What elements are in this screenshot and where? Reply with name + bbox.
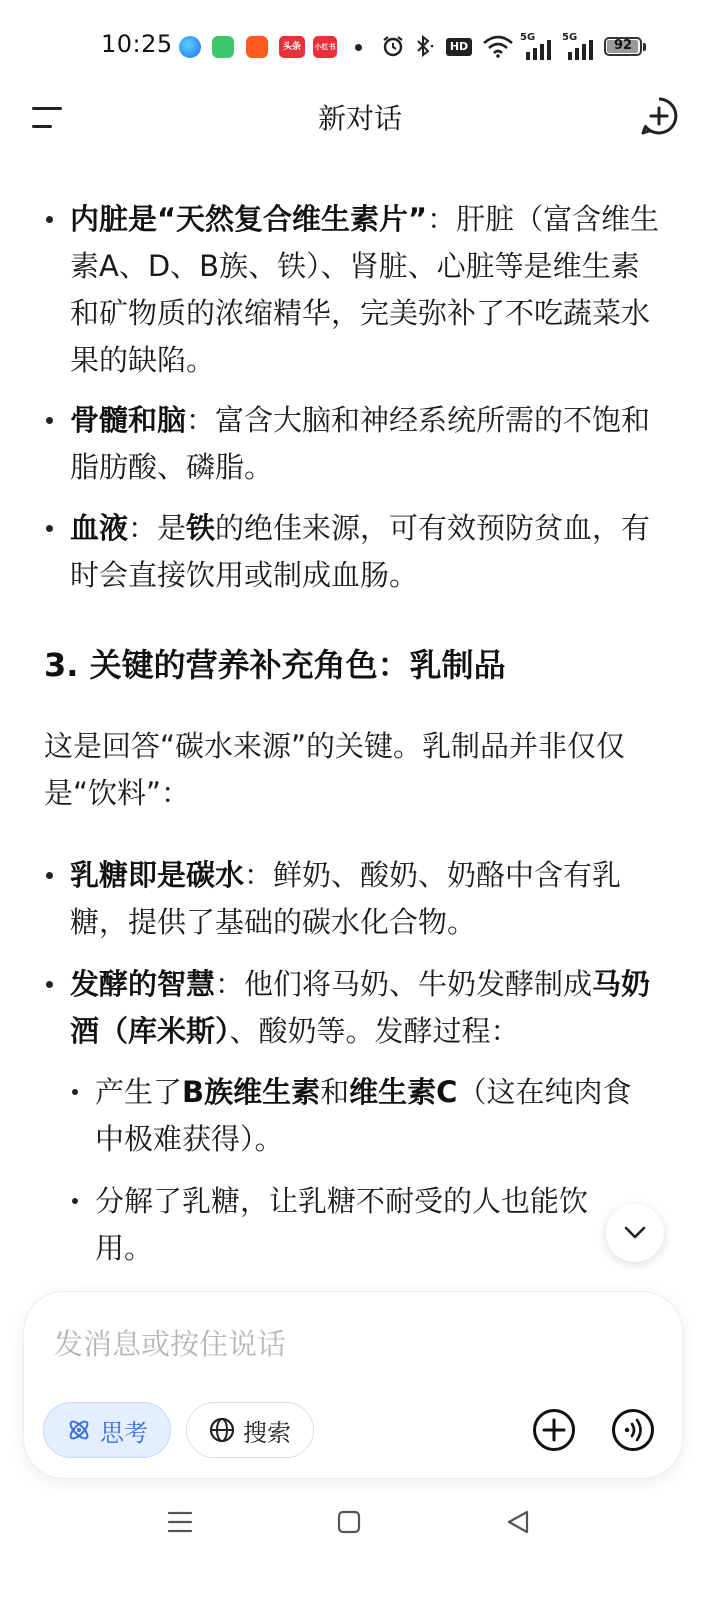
item-emphasis: 马奶酒（库米斯） xyxy=(70,967,651,1048)
list-item xyxy=(70,852,660,946)
wifi-icon xyxy=(482,34,514,58)
search-toggle[interactable] xyxy=(186,1402,314,1458)
search-label: 搜索 xyxy=(243,1418,291,1447)
item-emphasis: 铁 xyxy=(186,511,216,545)
message-app-icon xyxy=(212,36,234,58)
item-text: （这在纯肉食中极难获得）。 xyxy=(95,1075,632,1156)
top-bar xyxy=(0,88,720,148)
atom-icon xyxy=(66,1417,92,1443)
back-icon[interactable] xyxy=(504,1508,532,1536)
item-text: 产生了 xyxy=(95,1075,183,1109)
item-text: 、酸奶等。发酵过程： xyxy=(229,1014,520,1048)
item-text: ：他们将马奶、牛奶发酵制成 xyxy=(215,967,593,1001)
toutiao-app-icon: 头条 xyxy=(279,36,305,58)
item-title: 骨髓和脑 xyxy=(70,403,187,437)
bluetooth-icon xyxy=(413,34,435,58)
message-composer xyxy=(24,1292,682,1478)
battery-level: 92 xyxy=(613,38,633,53)
recent-apps-icon[interactable] xyxy=(166,1508,194,1536)
message-input[interactable]: 发消息或按住说话 xyxy=(54,1327,287,1361)
signal-bars-icon xyxy=(526,40,554,60)
network-label-1: 5G xyxy=(520,32,536,43)
sub-list-item xyxy=(95,1069,660,1163)
chat-message xyxy=(0,190,720,1280)
alarm-icon xyxy=(381,34,405,58)
battery-tip xyxy=(643,43,646,51)
system-nav-bar xyxy=(0,1490,720,1560)
list-item xyxy=(70,505,660,599)
scroll-to-bottom-button[interactable] xyxy=(606,1204,664,1262)
battery-icon xyxy=(604,37,642,56)
item-title: 发酵的智慧 xyxy=(70,967,216,1001)
section-heading: 3. 关键的营养补充角色：乳制品 xyxy=(44,646,506,684)
status-time: 10:25 xyxy=(101,30,173,58)
item-text: ：鲜奶、酸奶、奶酪中含有乳糖，提供了基础的碳水化合物。 xyxy=(70,858,622,939)
item-text: ：肝脏（富含维生素A、D、B族、铁）、肾脏、心脏等是维生素和矿物质的浓缩精华，完美弥补了不吃蔬菜水果的缺陷。 xyxy=(70,202,660,377)
status-bar xyxy=(0,0,720,96)
list-item xyxy=(70,397,660,491)
sub-list-item xyxy=(95,1178,625,1272)
network-label-2: 5G xyxy=(562,32,578,43)
item-text: 的绝佳来源，可有效预防贫血，有时会直接饮用或制成血肠。 xyxy=(70,511,651,592)
item-title: 内脏是“天然复合维生素片” xyxy=(70,202,428,236)
item-text: ：是 xyxy=(128,511,187,545)
browser-app-icon xyxy=(179,36,201,58)
home-icon[interactable] xyxy=(336,1508,362,1536)
signal-2 xyxy=(562,34,596,60)
signal-bars-icon xyxy=(568,40,596,60)
chevron-down-icon xyxy=(623,1224,647,1242)
new-chat-icon[interactable] xyxy=(639,96,679,136)
item-text: ：富含大脑和神经系统所需的不饱和脂肪酸、磷脂。 xyxy=(70,403,651,484)
video-app-icon xyxy=(246,36,268,58)
item-text: 分解了乳糖，让乳糖不耐受的人也能饮用。 xyxy=(95,1184,589,1265)
add-attachment-icon[interactable] xyxy=(532,1408,576,1452)
globe-icon xyxy=(209,1417,235,1443)
list-item xyxy=(70,961,660,1055)
item-title: 乳糖即是碳水 xyxy=(70,858,245,892)
notification-dot xyxy=(355,44,362,51)
signal-1 xyxy=(520,34,554,60)
list-item xyxy=(70,196,660,384)
item-text: 和 xyxy=(320,1075,350,1109)
xiaohongshu-app-icon: 小红书 xyxy=(313,36,337,58)
item-title: 血液 xyxy=(70,511,129,545)
item-emphasis: 维生素C xyxy=(349,1075,458,1109)
voice-call-icon[interactable] xyxy=(611,1408,655,1452)
page-title: 新对话 xyxy=(317,102,402,135)
section-paragraph: 这是回答“碳水来源”的关键。乳制品并非仅仅是“饮料”： xyxy=(44,729,626,810)
think-label: 思考 xyxy=(100,1418,148,1447)
think-toggle[interactable] xyxy=(43,1402,171,1458)
hd-voice-icon: HD xyxy=(446,38,472,56)
item-emphasis: B族维生素 xyxy=(182,1075,321,1109)
